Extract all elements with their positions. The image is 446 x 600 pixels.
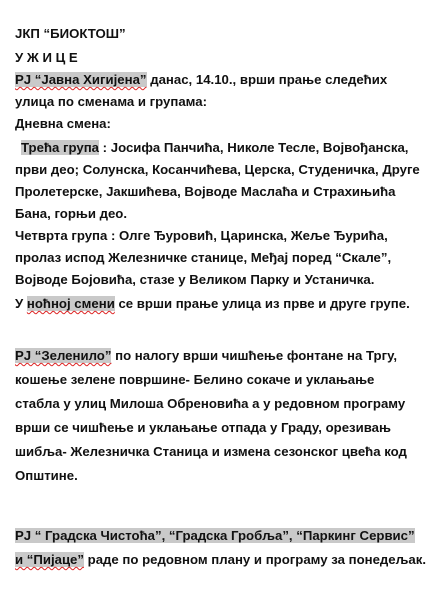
night-pre: У bbox=[15, 296, 27, 311]
group3-line-1 bbox=[21, 140, 408, 156]
group3-text-3: Пролетерске, Јакшићева, Војводе Маслаћа и Страхињића bbox=[15, 184, 396, 199]
org-name-text: ЈКП “БИОКТОШ” bbox=[15, 26, 126, 41]
group3-label: Трећа група bbox=[21, 140, 100, 155]
group3-line-3 bbox=[15, 184, 395, 200]
pj2-line-4 bbox=[15, 420, 391, 436]
group4-line-2 bbox=[15, 250, 391, 266]
pj1-intro-line-1 bbox=[15, 72, 387, 88]
pj2-line-3 bbox=[15, 396, 405, 412]
group4-line-1 bbox=[15, 228, 388, 244]
night-shift-label: ноћној смени bbox=[26, 296, 115, 311]
group3-text-2: први део; Солунска, Косанчићева, Церска, Студеничка, Друге bbox=[15, 162, 420, 177]
pj1-intro-line-2 bbox=[15, 94, 207, 110]
group4-line-3 bbox=[15, 272, 374, 288]
group4-text-2: пролаз испод Железничке станице, Међај поред “Скале”, bbox=[15, 250, 392, 265]
pj2-text-6: Општине. bbox=[15, 468, 78, 483]
group4-text-1: Четврта група : Олге Ђуровић, Царинска, Жеље Ђурића, bbox=[15, 228, 388, 243]
pj3-line-1 bbox=[15, 528, 415, 544]
pj2-text-4: врши се чишћење и уклањање отпада у Граду, орезивањ bbox=[15, 420, 391, 435]
city-name-text: У Ж И Ц Е bbox=[15, 50, 78, 65]
pj2-line-6 bbox=[15, 468, 78, 484]
pj1-intro-1: данас, 14.10., врши прање следећих bbox=[146, 72, 388, 87]
group4-text-3: Војводе Бојовића, стазе у Великом Парку и Устаничка. bbox=[15, 272, 375, 287]
pj2-line-1 bbox=[15, 348, 397, 364]
night-shift-line bbox=[15, 296, 410, 312]
pj1-intro-2: улица по сменама и групама: bbox=[15, 94, 207, 109]
night-post: се врши прање улица из прве и друге групе. bbox=[114, 296, 410, 311]
day-shift-heading bbox=[15, 116, 111, 132]
pj2-text-5: шибља- Железничка Станица и измена сезонског цвећа код bbox=[15, 444, 407, 459]
day-shift-text: Дневна смена: bbox=[15, 116, 111, 131]
group3-line-2 bbox=[15, 162, 420, 178]
pj3-line-2 bbox=[15, 552, 426, 568]
pj2-text-1: по налогу врши чишћење фонтане на Тргу, bbox=[111, 348, 398, 363]
pj2-line-2 bbox=[15, 372, 374, 388]
pj3-text-2: раде по редовном плану и програму за понедељак. bbox=[83, 552, 427, 567]
pj2-text-3: стабла у улиц Милоша Обреновића а у редовном програму bbox=[15, 396, 406, 411]
group3-text-1: : Јосифа Панчића, Николе Тесле, Војвођанска, bbox=[99, 140, 409, 155]
group3-line-4 bbox=[15, 206, 127, 222]
pj2-label: РЈ “Зеленило” bbox=[15, 348, 112, 363]
org-name bbox=[15, 26, 126, 42]
pj1-label: РЈ “Јавна Хигијена” bbox=[15, 72, 147, 87]
pj2-text-2: кошење зелене површине- Белино сокаче и уклањање bbox=[15, 372, 375, 387]
pj2-line-5 bbox=[15, 444, 407, 460]
pj3-label-2: и “Пијаце” bbox=[15, 552, 84, 567]
city-name bbox=[15, 50, 78, 66]
group3-text-4: Бана, горњи део. bbox=[15, 206, 128, 221]
pj3-text-1: РЈ “ Градска Чистоћа”, “Градска Гробља”, “Паркинг Сервис” bbox=[15, 528, 415, 543]
